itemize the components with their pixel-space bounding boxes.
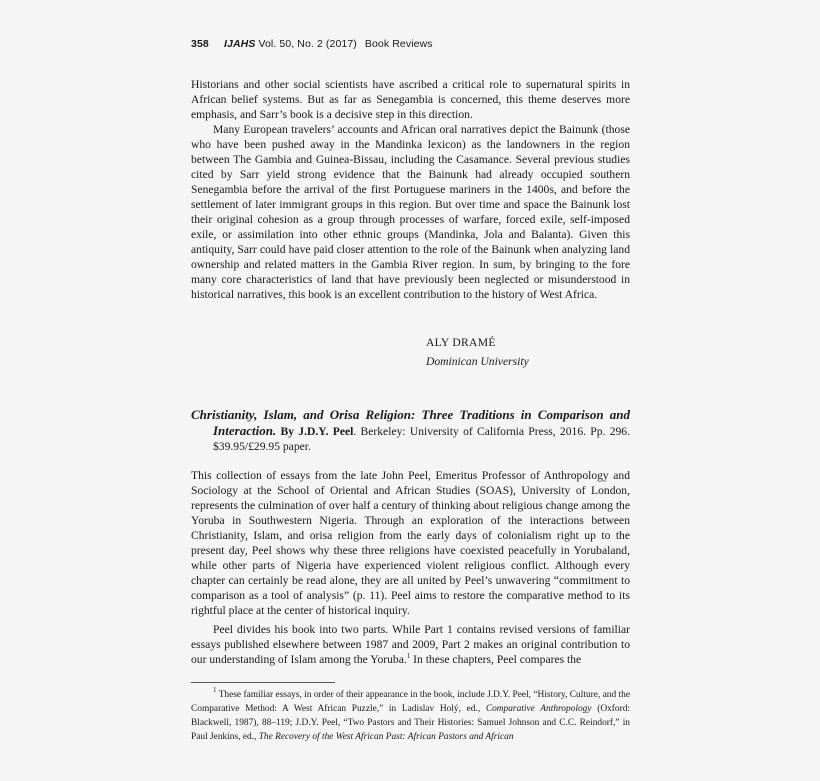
book-citation-heading [191, 407, 630, 454]
volume-issue: Vol. 50, No. 2 (2017) [255, 38, 357, 50]
publication-details: . Berkeley: University of California Press, 2016. Pp. 296. $39.95/£29.95 paper. [213, 425, 630, 453]
paragraph [191, 622, 630, 667]
paragraph-text: In these chapters, Peel compares the [410, 653, 582, 666]
page-number: 358 [191, 38, 209, 50]
footnotes [191, 688, 630, 744]
footnote [191, 688, 630, 744]
review-1-body [191, 77, 630, 302]
footnote-reference[interactable]: 1 [406, 652, 411, 660]
paragraph: This collection of essays from the late John Peel, Emeritus Professor of Anthropology and Sociology at the School of Oriental and African Studies (SOAS), University of London, represents the culmination of over half a century of thinking about religious change among the Yoruba in Southwestern Nigeria. Through an exploration of the interactions between Christianity, Islam, and orisa religion from the early days of colonialism right up to the present day, Peel shows why these three religions have coexisted peacefully in Yorubaland, while other parts of Nigeria have experienced violent religious conflict. Although every chapter can certainly be read alone, they are all united by Peel’s unwavering “commitment to comparison as a tool of analysis” (p. 11). Peel aims to restore the comparative method to its rightful place at the center of historical inquiry. [191, 469, 630, 617]
reviewer-signature [426, 333, 529, 371]
book-title: Christianity, Islam, and Orisa Religion: Three Traditions in Comparison and Interaction. [191, 407, 630, 438]
reviewer-name: ALY DRAMÉ [426, 336, 496, 349]
footnote-number: 1 [213, 686, 217, 694]
paragraph: Many European travelers’ accounts and African oral narratives depict the Bainunk (those who have been pushed away in the Mandinka lexicon) as the landowners in the region between The Gambia and Guinea-Bissau, including the Casamance. Several previous studies cited by Sarr yield strong evidence that the Bainunk had already occupied southern Senegambia before the arrival of the first Portuguese mariners in the 1400s, and before the settlement of later immigrant groups in this region. But over time and space the Bainunk lost their original cohesion as a group through processes of warfare, forced exile, self-imposed exile, or assimilation into other ethnic groups (Mandinka, Jola and Balanta). Given this antiquity, Sarr could have paid closer attention to the role of the Bainunk when analyzing land ownership and related matters in the Gambia River region. In sum, by bringing to the fore many core characteristics of land that have previously been neglected or misunderstood in historical narratives, this book is an excellent contribution to the history of West Africa. [191, 123, 630, 301]
running-head [191, 38, 433, 50]
footnote-italic-title: Comparative Anthropology [485, 704, 592, 714]
paragraph: Historians and other social scientists have ascribed a critical role to supernatural spirits in African belief systems. But as far as Senegambia is concerned, this theme deserves more emphasis, and Sarr’s book is a decisive step in this direction. [191, 78, 630, 121]
journal-abbreviation: IJAHS [224, 38, 256, 50]
footnote-text: (Oxford: Blackwell, 1987), 88–119; J.D.Y. Peel, “Two Pastors and Their Histories: Samuel Johnson and C.C. Reindorf,” in Paul Jenkins, ed., [191, 704, 630, 742]
reviewer-affiliation: Dominican University [426, 355, 529, 368]
paragraph-text: Peel divides his book into two parts. While Part 1 contains revised versions of familiar essays published elsewhere between 1987 and 2009, Part 2 makes an original contribution to our understanding of Islam among the Yoruba. [191, 623, 630, 666]
footnote-italic-title: The Recovery of the West African Past: African Pastors and African [258, 732, 514, 742]
footnote-text: These familiar essays, in order of their appearance in the book, include J.D.Y. Peel, “History, Culture, and the Comparative Method: A West African Puzzle,” in Ladislav Holý, ed., [191, 690, 630, 714]
section-name: Book Reviews [364, 38, 433, 50]
book-author: By J.D.Y. Peel [280, 425, 354, 438]
footnote-divider [191, 682, 335, 683]
review-2-body [191, 468, 630, 667]
